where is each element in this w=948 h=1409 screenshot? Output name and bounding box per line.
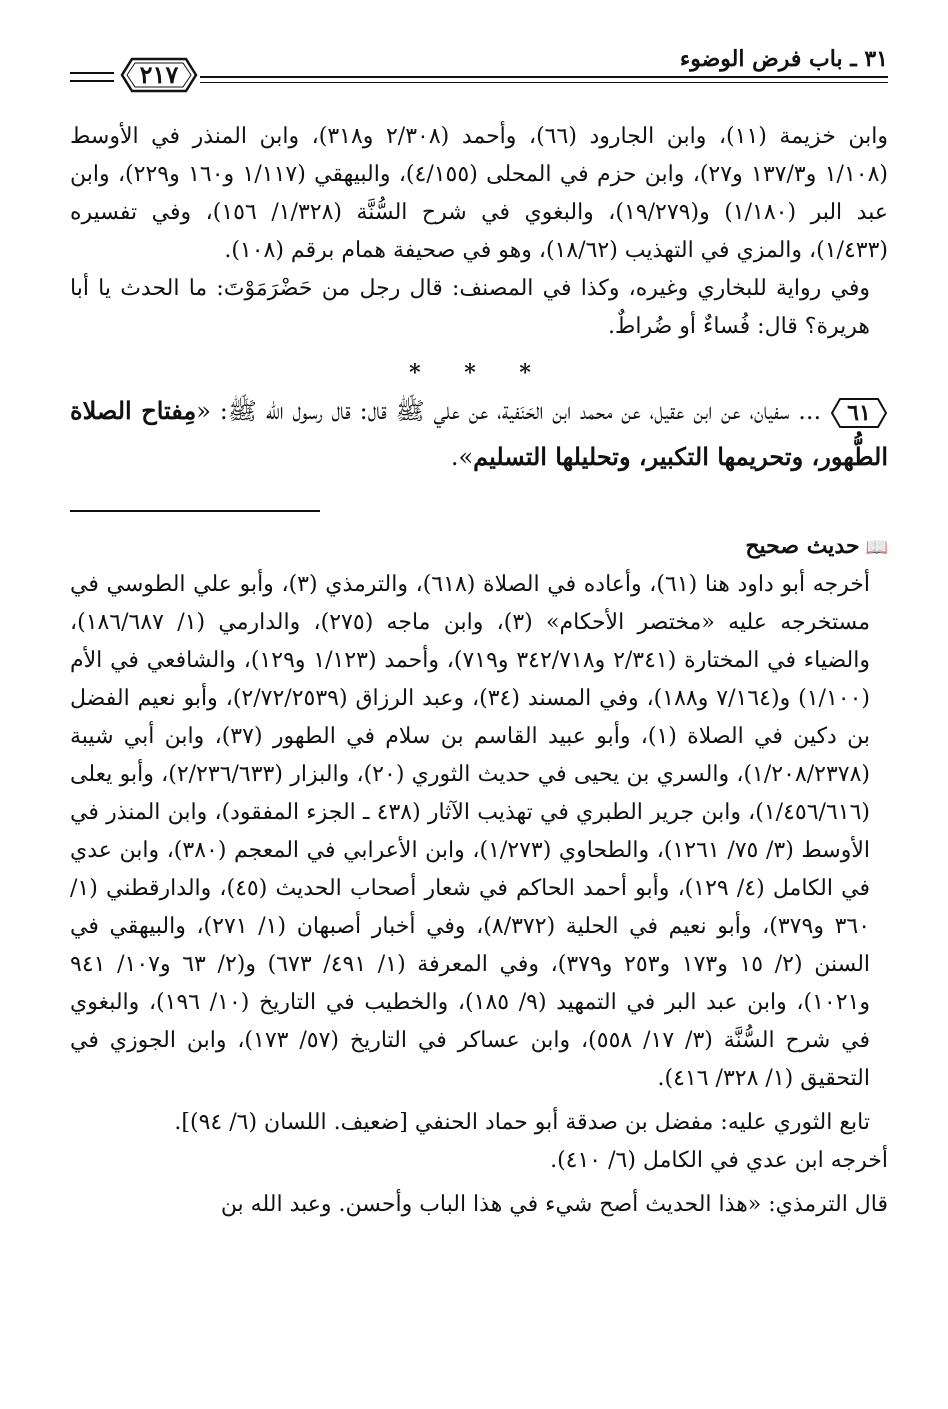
hadith-number (830, 396, 888, 430)
page-number-text: ٢١٧ (139, 60, 179, 89)
header-rule-thin (200, 82, 888, 83)
hadith-end: ». (450, 443, 474, 471)
hadith-number-text: ٦١ (847, 399, 871, 426)
takhrij-paragraph-2: تابع الثوري عليه: مفضل بن صدقة أبو حماد الحنفي [ضعيف. اللسان (٦/ ٩٤)]. (174, 1110, 870, 1135)
book-icon: 📖 (865, 537, 888, 558)
takhrij-paragraph-1: أخرجه أبو داود هنا (٦١)، وأعاده في الصلاة (٦١٨)، والترمذي (٣)، وأبو علي الطوسي في مستخرجه عليه «مختصر الأحكام» (٣)، وابن ماجه (٢٧٥)، والدارمي (١/ ١٨٦/٦٨٧)، والضياء في المختارة (٢/٣٤١ و٣٤٢/٧١٨ و٧١٩)، وأحمد (١/١٢٣ و١٢٩)، والشافعي في الأم (١/١٠٠) و(٧/١٦٤ و١٨٨)، وفي المسند (٣٤)، وعبد الرزاق (٢/٧٢/٢٥٣٩)، وأبو نعيم الفضل بن دكين في الصلاة (١)، وأبو عبيد القاسم بن سلام في الطهور (٣٧)، وابن أبي شيبة (١/٢٠٨/٢٣٧٨)، والسري بن يحيى في حديث الثوري (٢٠)، والبزار (٢/٢٣٦/٦٣٣)، وأبو يعلى (١/٤٥٦/٦١٦)، وابن جرير الطبري في تهذيب الآثار (٤٣٨ ـ الجزء المفقود)، وابن المنذر في الأوسط (٣/ ٧٥/ ١٢٦١)، والطحاوي (١/٢٧٣)، وابن الأعرابي في المعجم (٣٨٠)، وابن عدي في الكامل (٤/ ١٢٩)، وأبو أحمد الحاكم في شعار أصحاب الحديث (٤٥)، والدارقطني (١/ ٣٦٠ و٣٧٩)، وأبو نعيم في الحلية (٨/٣٧٢)، وفي أخبار أصبهان (١/ ٢٧١)، والبيهقي في السنن (٢/ ١٥ و١٧٣ و٢٥٣ و٣٧٩)، وفي المعرفة (١/ ٤٩١/ ٦٧٣) و(٢/ ٦٣ و١٠٧/ ٩٤١ و١٠٢١)، وابن عبد البر في التمهيد (٩/ ١٨٥)، والخطيب في التاريخ (١٠/ ١٩٦)، والبغوي في شرح السُّنَّة (٣/ ١٧/ ٥٥٨)، وابن عساكر في التاريخ (٥٧/ ١٧٣)، وابن الجوزي في التحقيق (١/ ٣٢٨/ ٤١٦). (70, 572, 871, 1091)
header-rule (200, 76, 888, 78)
footnote-paragraph-2: وفي رواية للبخاري وغيره، وكذا في المصنف: قال رجل من حَضْرَمَوْتَ: ما الحدث يا أبا هريرة؟ قال: فُساءٌ أو ضُراطٌ. (70, 276, 870, 339)
hadith-isnad: ... سفيان، عن ابن عقيل، عن محمد ابن الحَنَفية، عن علي ﷺ قال: قال رسول الله ﷺ: « (196, 397, 822, 425)
header-rule-left (70, 72, 114, 74)
chapter-title: ٣١ ـ باب فرض الوضوء (679, 46, 888, 72)
page-header (70, 42, 888, 102)
header-rule-left-2 (70, 80, 114, 82)
footnote-separator (70, 510, 320, 512)
takhrij-paragraph-3: أخرجه ابن عدي في الكامل (٦/ ٤١٠). (550, 1148, 888, 1173)
hadith-text (70, 388, 888, 480)
page-number (120, 56, 198, 94)
page-body (70, 118, 888, 1224)
hadith-matn: مِفتاح الصلاة الطُّهور، وتحريمها التكبير، وتحليلها التسليم (70, 396, 888, 471)
takhrij-paragraph-4: قال الترمذي: «هذا الحديث أصح شيء في هذا الباب وأحسن. وعبد الله بن (220, 1192, 888, 1217)
hadith-grade-text: حديث صحيح (745, 533, 860, 559)
section-divider-stars: * * * (409, 360, 549, 386)
hadith-grade (70, 528, 888, 566)
footnote-paragraph-1: وابن خزيمة (١١)، وابن الجارود (٦٦)، وأحمد (٢/٣٠٨ و٣١٨)، وابن المنذر في الأوسط (١/١٠٨ و١٣٧/٣ و٢٧)، وابن حزم في المحلى (٤/١٥٥)، والبيهقي (١/١١٧ و١٦٠ و٢٢٩)، وابن عبد البر (١/١٨٠) و(١٩/٢٧٩)، والبغوي في شرح السُّنَّة (١/٣٢٨/ ١٥٦)، وفي تفسيره (١/٤٣٣)، والمزي في التهذيب (١٨/٦٢)، وهو في صحيفة همام برقم (١٠٨). (70, 124, 888, 263)
